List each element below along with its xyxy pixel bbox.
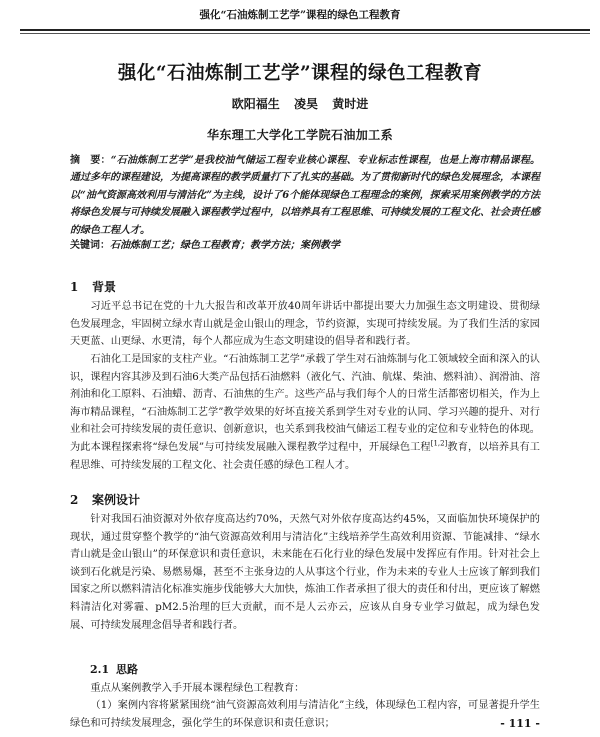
running-head xyxy=(0,0,600,32)
abstract-text: “石油炼制工艺学”是我校油气储运工程专业核心课程、专业标志性课程，也是上海市精品课程。通过多年的课程建设，为提高课程的教学质量打下了扎实的基础。为了贯彻新时代的绿色发展理念，本课程以“油气资源高效利用与清洁化”为主线，设计了6个能体现绿色工程理念的案例，探索采用案例教学的方法将绿色发展与可持续发展融入课程教学过程中，以培养具有工程思维、可持续发展的工程文化、社会责任感的绿色工程人才。 xyxy=(70,155,540,236)
subsection-number: 2.1 xyxy=(90,663,110,676)
running-head-text: 强化“石油炼制工艺学”课程的绿色工程教育 xyxy=(199,9,401,21)
paragraph: 针对我国石油资源对外依存度高达约70%，天然气对外依存度高达约45%，又面临加快环境保护的现状，通过贯穿整个教学的“油气资源高效利用与清洁化”主线培养学生高效利用资源、节能减排、“绿水青山就是金山银山”的环保意识和责任意识，未来能在石化行业的绿色发展中发挥应有作用。针对社会上谈到石化就是污染、易燃易爆，甚至不主张身边的人从事这个行业，作为未来的专业人士应该了解到我们国家之所以燃料清洁化标准实施步伐能够大大加快，炼油工作者承担了很大的责任和付出，更应该了解燃料清洁化对雾霾、pM2.5治理的巨大贡献，而不是人云亦云，应该从自身专业学习做起，成为绿色发展、可持续发展理念倡导者和践行者。 xyxy=(70,514,540,631)
page-number: - 111 - xyxy=(500,717,540,730)
keywords xyxy=(70,237,540,254)
section-number: 1 xyxy=(70,280,79,294)
paragraph: （1）案例内容将紧紧围绕“油气资源高效利用与清洁化”主线，体现绿色工程内容，可显著提升学生绿色和可持续发展理念，强化学生的环保意识和责任意识； xyxy=(70,700,540,729)
author-name: 凌昊 xyxy=(293,97,318,111)
paragraph xyxy=(70,351,540,474)
author-list xyxy=(0,95,600,112)
keywords-text: 石油炼制工艺；绿色工程教育；教学方法；案例教学 xyxy=(110,240,340,251)
section-heading xyxy=(70,278,116,295)
citation: [1,2] xyxy=(430,439,448,448)
subsection-heading xyxy=(90,661,138,677)
paragraph-text: 教育，以培养具有工程思维、可持续发展的工程文化、社会责任感的绿色工程人才。 xyxy=(70,441,540,471)
paragraph: 重点从案例教学入手开展本课程绿色工程教育： xyxy=(90,683,305,694)
abstract xyxy=(70,152,540,239)
header-rule xyxy=(20,29,590,31)
header-rule-thin xyxy=(20,33,590,34)
paragraph: 习近平总书记在党的十九大报告和改革开放40周年讲话中都提出要大力加强生态文明建设、贯彻绿色发展理念，牢固树立绿水青山就是金山银山的理念，节约资源，实现可持续发展。为了我们生活的家园天更蓝、山更绿、水更清，每个人都应成为生态文明建设的倡导者和践行者。 xyxy=(70,301,540,348)
subsection-title: 思路 xyxy=(116,663,138,676)
paper-title: 强化“石油炼制工艺学”课程的绿色工程教育 xyxy=(117,63,483,84)
abstract-label: 摘 要： xyxy=(70,155,111,166)
author-name: 欧阳福生 xyxy=(231,97,280,111)
section-title: 背景 xyxy=(92,280,117,294)
author-name: 黄时进 xyxy=(332,97,369,111)
keywords-label: 关键词： xyxy=(70,240,110,251)
section-title: 案例设计 xyxy=(92,493,141,507)
section-number: 2 xyxy=(70,493,79,507)
paragraph-text: 石油化工是国家的支柱产业。“石油炼制工艺学”承载了学生对石油炼制与化工领域较全面和深入的认识，课程内容其涉及到石油6大类产品包括石油燃料（液化气、汽油、航煤、柴油、燃料油）、润滑油、溶剂油和化工原料、石油蜡、沥青、石油焦的生产。这些产品与我们每个人的日常生活都密切相关，作为上海市精品课程，“石油炼制工艺学”教学效果的好坏直接关系到学生对专业的认同、学习兴趣的提升、对行业和社会可持续发展的责任意识、创新意识，也关系到我校油气储运工程专业的定位和专业特色的体现。为此本课程探索将“绿色发展”与可持续发展融入课程教学过程中，开展绿色工程 xyxy=(70,354,541,453)
section-heading xyxy=(70,491,140,508)
affiliation: 华东理工大学化工学院石油加工系 xyxy=(206,128,393,142)
